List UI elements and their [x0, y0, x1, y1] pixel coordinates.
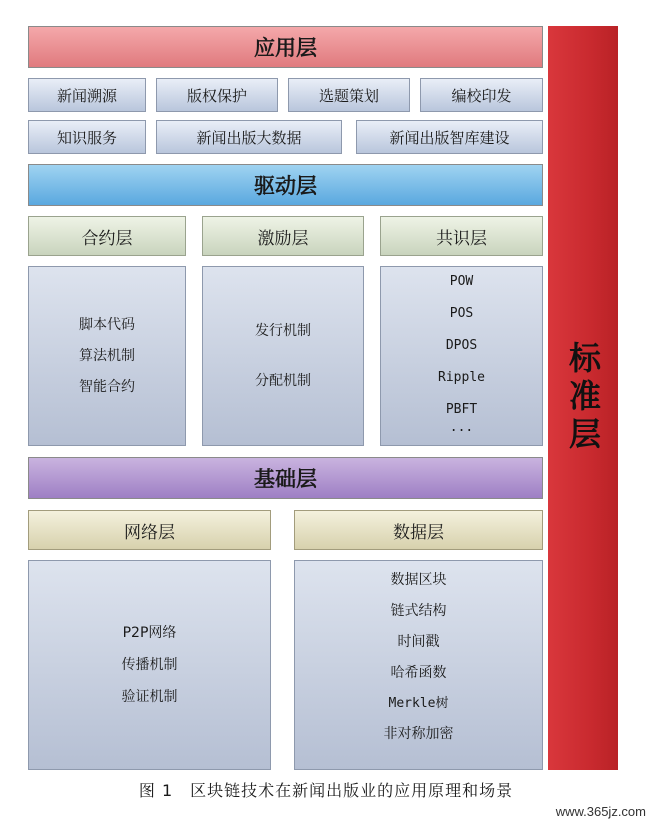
contract-item: 算法机制 — [79, 348, 135, 364]
contract-item: 脚本代码 — [79, 317, 135, 333]
consensus-item: Ripple — [438, 370, 485, 385]
app-item-topic-planning: 选题策划 — [288, 78, 410, 112]
data-item: Merkle树 — [388, 696, 449, 711]
consensus-layer-panel — [380, 266, 543, 446]
consensus-item: POS — [449, 306, 474, 321]
data-item: 哈希函数 — [390, 665, 447, 681]
drive-layer-bar: 驱动层 — [28, 164, 543, 206]
app-item-publishing-big-data: 新闻出版大数据 — [156, 120, 342, 154]
contract-layer-header: 合约层 — [28, 216, 186, 256]
data-layer-panel — [294, 560, 543, 770]
network-item: 验证机制 — [121, 689, 178, 705]
network-item: 传播机制 — [121, 657, 178, 673]
data-item: 数据区块 — [390, 572, 447, 588]
consensus-item: POW — [449, 274, 474, 289]
data-item: 链式结构 — [390, 603, 447, 619]
application-layer-bar: 应用层 — [28, 26, 543, 68]
incentive-item: 分配机制 — [255, 373, 311, 389]
consensus-item: PBFT — [445, 402, 478, 417]
base-layer-bar: 基础层 — [28, 457, 543, 499]
app-item-news-tracing: 新闻溯源 — [28, 78, 146, 112]
network-item: P2P网络 — [122, 625, 177, 641]
consensus-item: DPOS — [445, 338, 478, 353]
network-layer-header: 网络层 — [28, 510, 271, 550]
figure-caption: 图 1 区块链技术在新闻出版业的应用原理和场景 — [138, 781, 514, 800]
app-item-editing-printing: 编校印发 — [420, 78, 543, 112]
data-item: 非对称加密 — [383, 726, 454, 742]
incentive-layer-panel — [202, 266, 364, 446]
consensus-item-ellipsis: ... — [449, 420, 474, 435]
network-layer-panel — [28, 560, 271, 770]
watermark: www.365jz.com — [555, 804, 646, 819]
app-item-think-tank: 新闻出版智库建设 — [356, 120, 543, 154]
consensus-layer-header: 共识层 — [380, 216, 543, 256]
incentive-layer-header: 激励层 — [202, 216, 364, 256]
contract-layer-panel — [28, 266, 186, 446]
app-item-knowledge-service: 知识服务 — [28, 120, 146, 154]
app-item-copyright-protection: 版权保护 — [156, 78, 278, 112]
standard-layer-label: 标准层 — [564, 341, 602, 455]
incentive-item: 发行机制 — [255, 323, 311, 339]
data-item: 时间戳 — [397, 634, 440, 650]
contract-item: 智能合约 — [79, 379, 135, 395]
data-layer-header: 数据层 — [294, 510, 543, 550]
standard-layer-bar — [548, 26, 618, 770]
